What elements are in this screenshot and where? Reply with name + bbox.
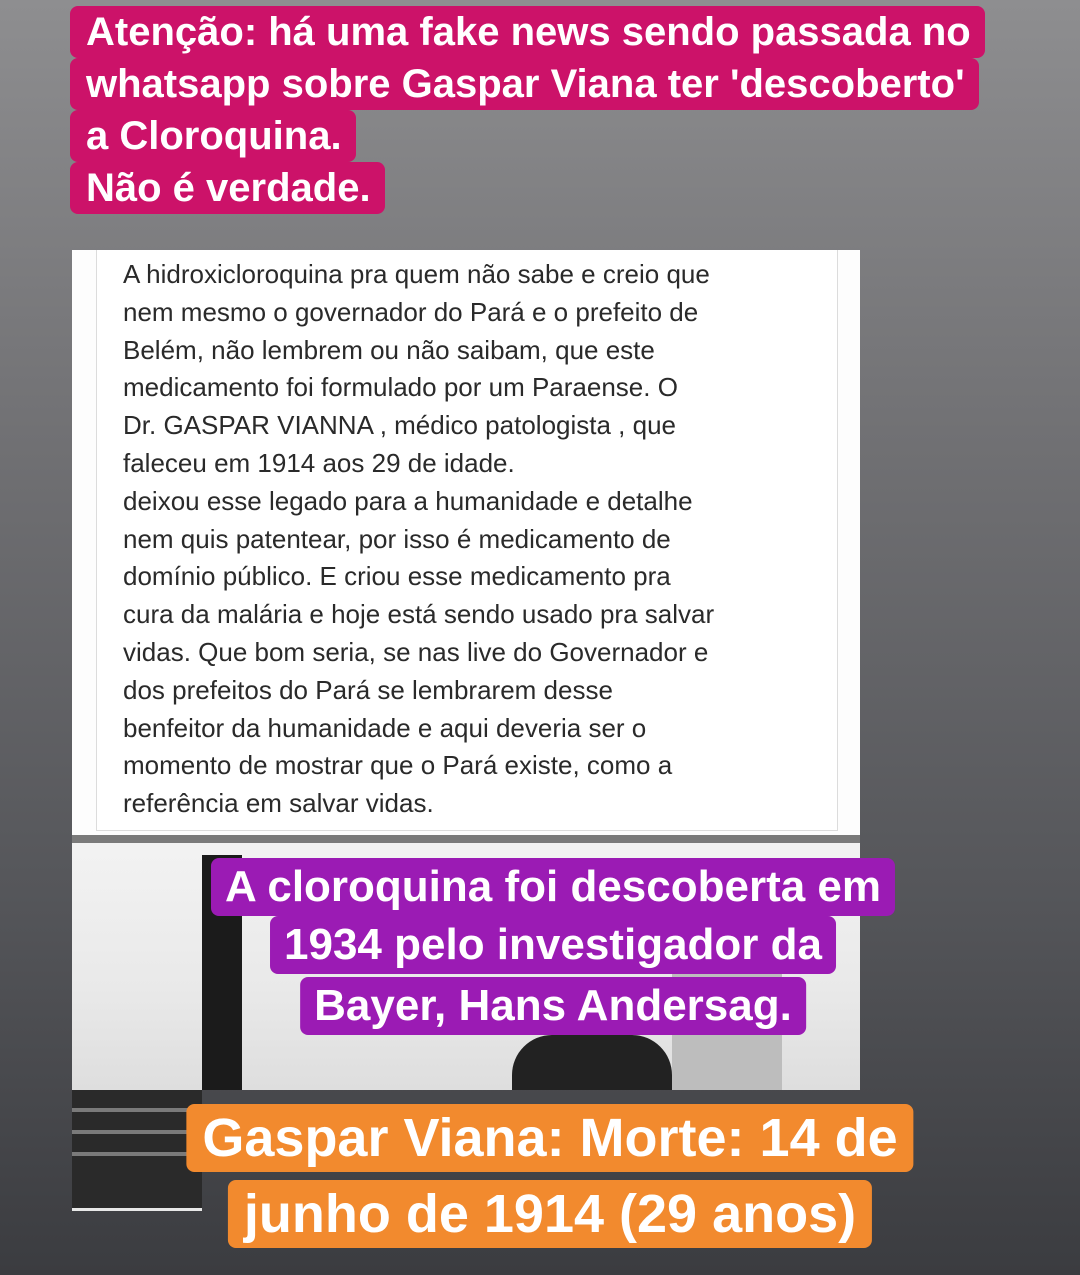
post-text <box>123 256 823 823</box>
top-caption-line: a Cloroquina. <box>70 110 356 162</box>
post-line: Dr. GASPAR VIANNA , médico patologista , que <box>123 410 676 441</box>
post-line: A hidroxicloroquina pra quem não sabe e creio que <box>123 259 710 289</box>
post-line: benfeitor da humanidade e aqui deveria ser o <box>123 712 647 743</box>
post-line: faleceu em 1914 aos 29 de idade. <box>123 447 515 478</box>
post-line: Belém, não lembrem ou não saibam, que este <box>123 334 655 365</box>
post-line: nem mesmo o governador do Pará e o prefeito de <box>123 296 699 327</box>
bottom-caption-line: Gaspar Viana: Morte: 14 de <box>186 1104 913 1172</box>
top-caption-line: whatsapp sobre Gaspar Viana ter 'descoberto' <box>70 58 979 110</box>
photo-lower-fragment <box>72 1090 202 1210</box>
post-card <box>96 250 838 831</box>
middle-caption-line: A cloroquina foi descoberta em <box>211 858 895 916</box>
post-line: domínio público. E criou esse medicamento pra <box>123 561 671 592</box>
post-line: vidas. Que bom seria, se nas live do Governador e <box>123 636 709 667</box>
photo-top-edge <box>72 835 860 843</box>
post-screenshot <box>72 250 860 835</box>
top-caption-line: Não é verdade. <box>70 162 385 214</box>
post-line: dos prefeitos do Pará se lembrarem desse <box>123 674 613 705</box>
middle-caption-line: 1934 pelo investigador da <box>270 916 836 974</box>
post-line: nem quis patentear, por isso é medicamento de <box>123 523 671 554</box>
middle-caption-line: Bayer, Hans Andersag. <box>300 977 806 1035</box>
photo-stripe <box>72 1108 202 1112</box>
post-line: momento de mostrar que o Pará existe, como a <box>123 750 673 781</box>
photo-baseline <box>72 1208 202 1211</box>
post-line: referência em salvar vidas. <box>123 788 434 819</box>
bottom-caption-line: junho de 1914 (29 anos) <box>228 1180 872 1248</box>
photo-stripe <box>72 1152 202 1156</box>
photo-dark-figure <box>512 1035 672 1090</box>
post-line: cura da malária e hoje está sendo usado pra salvar <box>123 599 715 630</box>
post-line: medicamento foi formulado por um Paraense. O <box>123 372 678 403</box>
top-caption-line: Atenção: há uma fake news sendo passada no <box>70 6 985 58</box>
photo-stripe <box>72 1130 202 1134</box>
post-line: deixou esse legado para a humanidade e detalhe <box>123 485 693 516</box>
